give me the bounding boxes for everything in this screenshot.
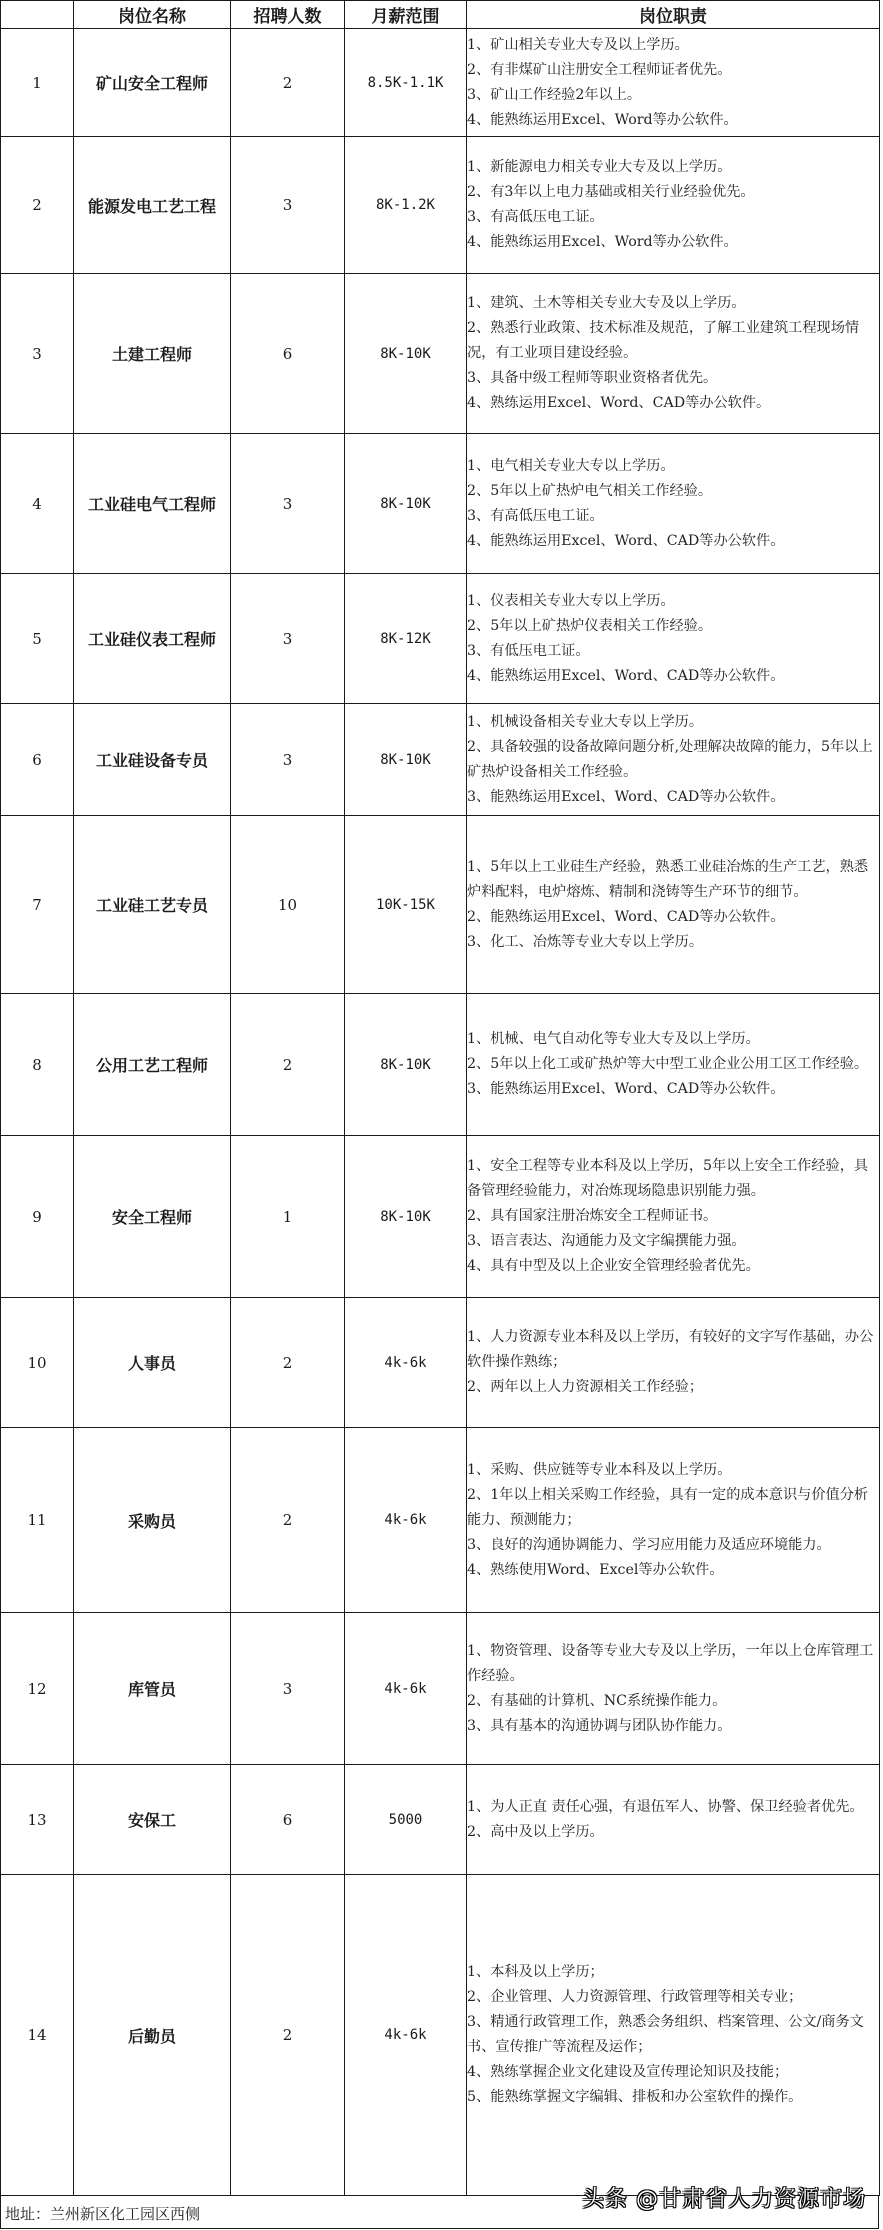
duty-item: 2、能熟练运用Excel、Word、CAD等办公软件。 [467,908,785,925]
headcount: 3 [231,704,345,816]
table-row [1,1136,880,1298]
duty-item: 4、能熟练运用Excel、Word、CAD等办公软件。 [467,667,785,684]
column-header-index [1,1,74,29]
position-name: 库管员 [74,1613,231,1765]
position-name: 能源发电工艺工程 [74,137,231,274]
table-row [1,1765,880,1875]
row-index: 6 [1,704,74,816]
table-row [1,816,880,994]
duties-cell [467,1298,880,1428]
column-header-duties: 岗位职责 [467,1,880,29]
position-name: 土建工程师 [74,274,231,434]
row-index: 1 [1,29,74,137]
row-index: 5 [1,574,74,704]
duty-item: 2、5年以上化工或矿热炉等大中型工业企业公用工区工作经验。 [467,1056,869,1072]
row-index: 10 [1,1298,74,1428]
table-row [1,434,880,574]
salary-range: 10K-15K [345,816,467,994]
duty-item: 1、本科及以上学历； [467,1964,604,1980]
duty-item: 3、有高低压电工证。 [467,507,604,524]
duties-cell [467,434,880,574]
table-body [1,29,880,2196]
row-index: 3 [1,274,74,434]
salary-range: 4k-6k [345,1298,467,1428]
duty-item: 2、有3年以上电力基础或相关行业经验优先。 [467,184,755,200]
duty-item: 1、矿山相关专业大专及以上学历。 [467,36,689,53]
duty-item: 2、5年以上矿热炉电气相关工作经验。 [467,482,713,499]
table-row [1,574,880,704]
duty-item: 1、安全工程等专业本科及以上学历，5年以上安全工作经验，具备管理经验能力，对冶炼现场隐患识别能力强。 [467,1158,869,1199]
duty-item: 3、良好的沟通协调能力、学习应用能力及适应环境能力。 [467,1536,831,1553]
headcount: 2 [231,1875,345,2196]
position-name: 公用工艺工程师 [74,994,231,1136]
duties-cell [467,137,880,274]
position-name: 安全工程师 [74,1136,231,1298]
duty-item: 3、能熟练运用Excel、Word、CAD等办公软件。 [467,788,785,805]
duty-item: 2、熟悉行业政策、技术标准及规范，了解工业建筑工程现场情况，有工业项目建设经验。 [467,320,860,361]
duties-cell [467,1875,880,2196]
headcount: 3 [231,1613,345,1765]
duties-cell [467,994,880,1136]
duty-item: 4、熟练使用Word、Excel等办公软件。 [467,1561,724,1578]
table-row [1,994,880,1136]
table-row [1,1298,880,1428]
duty-item: 1、电气相关专业大专以上学历。 [467,457,675,474]
salary-range: 4k-6k [345,1428,467,1613]
table-row [1,274,880,434]
duty-item: 3、化工、冶炼等专业大专以上学历。 [467,933,704,950]
position-name: 人事员 [74,1298,231,1428]
headcount: 6 [231,274,345,434]
position-name: 矿山安全工程师 [74,29,231,137]
salary-range: 8K-10K [345,1136,467,1298]
duty-item: 3、有高低压电工证。 [467,209,604,225]
column-header-position-name: 岗位名称 [74,1,231,29]
duty-item: 1、为人正直 责任心强，有退伍军人、协警、保卫经验者优先。 [467,1798,864,1815]
row-index: 7 [1,816,74,994]
duty-item: 2、有基础的计算机、NC系统操作能力。 [467,1692,727,1709]
row-index: 8 [1,994,74,1136]
duty-item: 2、具有国家注册冶炼安全工程师证书。 [467,1208,718,1224]
duty-item: 3、精通行政管理工作，熟悉会务组织、档案管理、公文/商务文书、宣传推广等流程及运作； [467,2014,864,2055]
headcount: 2 [231,29,345,137]
salary-range: 4k-6k [345,1875,467,2196]
position-name: 安保工 [74,1765,231,1875]
table-row [1,704,880,816]
duty-item: 2、5年以上矿热炉仪表相关工作经验。 [467,617,713,634]
duty-item: 1、机械设备相关专业大专以上学历。 [467,713,704,730]
salary-range: 8K-10K [345,704,467,816]
headcount: 3 [231,137,345,274]
duty-item: 2、1年以上相关采购工作经验，具有一定的成本意识与价值分析能力、预测能力； [467,1486,869,1528]
duty-item: 3、矿山工作经验2年以上。 [467,86,642,103]
duties-cell [467,29,880,137]
headcount: 2 [231,994,345,1136]
duty-item: 4、熟练运用Excel、Word、CAD等办公软件。 [467,395,771,411]
duty-item: 2、有非煤矿山注册安全工程师证者优先。 [467,61,732,78]
duty-item: 4、能熟练运用Excel、Word、CAD等办公软件。 [467,532,785,549]
duties-cell [467,1765,880,1875]
salary-range: 8.5K-1.1K [345,29,467,137]
duty-item: 1、人力资源专业本科及以上学历，有较好的文字写作基础，办公软件操作熟练； [467,1329,874,1370]
table-row [1,137,880,274]
duty-item: 1、新能源电力相关专业大专及以上学历。 [467,159,732,175]
table-row [1,1428,880,1613]
salary-range: 8K-10K [345,434,467,574]
position-name: 后勤员 [74,1875,231,2196]
table-row [1,1613,880,1765]
duty-item: 4、能熟练运用Excel、Word等办公软件。 [467,234,738,250]
column-header-salary-range: 月薪范围 [345,1,467,29]
watermark-text: 头条 @甘肃省人力资源市场 [582,2187,866,2212]
duties-cell [467,704,880,816]
headcount: 3 [231,434,345,574]
position-name: 工业硅工艺专员 [74,816,231,994]
column-header-headcount: 招聘人数 [231,1,345,29]
duty-item: 2、企业管理、人力资源管理、行政管理等相关专业； [467,1989,803,2005]
duty-item: 3、具有基本的沟通协调与团队协作能力。 [467,1717,732,1734]
duty-item: 5、能熟练掌握文字编辑、排板和办公室软件的操作。 [467,2089,803,2105]
salary-range: 8K-1.2K [345,137,467,274]
duty-item: 1、采购、供应链等专业本科及以上学历。 [467,1461,732,1478]
headcount: 1 [231,1136,345,1298]
duty-item: 1、物资管理、设备等专业大专及以上学历，一年以上仓库管理工作经验。 [467,1642,874,1684]
duty-item: 3、能熟练运用Excel、Word、CAD等办公软件。 [467,1081,785,1097]
headcount: 2 [231,1428,345,1613]
row-index: 4 [1,434,74,574]
position-name: 工业硅仪表工程师 [74,574,231,704]
duty-item: 4、能熟练运用Excel、Word等办公软件。 [467,111,738,128]
duty-item: 1、机械、电气自动化等专业大专及以上学历。 [467,1031,760,1047]
row-index: 9 [1,1136,74,1298]
duties-cell [467,1136,880,1298]
duties-cell [467,274,880,434]
position-name: 采购员 [74,1428,231,1613]
headcount: 2 [231,1298,345,1428]
duty-item: 1、5年以上工业硅生产经验，熟悉工业硅冶炼的生产工艺，熟悉炉料配料，电炉熔炼、精制和浇铸等生产环节的细节。 [467,858,869,900]
duty-item: 4、熟练掌握企业文化建设及宣传理论知识及技能； [467,2064,789,2080]
row-index: 13 [1,1765,74,1875]
position-name: 工业硅电气工程师 [74,434,231,574]
row-index: 14 [1,1875,74,2196]
duties-cell [467,574,880,704]
headcount: 6 [231,1765,345,1875]
salary-range: 8K-10K [345,274,467,434]
duty-item: 1、建筑、土木等相关专业大专及以上学历。 [467,295,746,311]
duty-item: 3、语言表达、沟通能力及文字编撰能力强。 [467,1233,746,1249]
duty-item: 4、具有中型及以上企业安全管理经验者优先。 [467,1258,760,1274]
duty-item: 3、有低压电工证。 [467,642,590,659]
row-index: 11 [1,1428,74,1613]
table-row [1,29,880,137]
duties-cell [467,1428,880,1613]
duty-item: 2、两年以上人力资源相关工作经验； [467,1379,704,1395]
duties-cell [467,1613,880,1765]
salary-range: 4k-6k [345,1613,467,1765]
footer-row [0,2187,879,2229]
duty-item: 2、高中及以上学历。 [467,1823,604,1840]
salary-range: 5000 [345,1765,467,1875]
duties-cell [467,816,880,994]
duty-item: 2、具备较强的设备故障问题分析,处理解决故障的能力，5年以上矿热炉设备相关工作经验。 [467,738,873,780]
headcount: 10 [231,816,345,994]
position-name: 工业硅设备专员 [74,704,231,816]
table-header-row [1,1,880,29]
duty-item: 1、仪表相关专业大专以上学历。 [467,592,675,609]
salary-range: 8K-12K [345,574,467,704]
address-text: 地址：兰州新区化工园区西侧 [5,2205,201,2223]
duty-item: 3、具备中级工程师等职业资格者优先。 [467,370,718,386]
salary-range: 8K-10K [345,994,467,1136]
headcount: 3 [231,574,345,704]
row-index: 2 [1,137,74,274]
table-row [1,1875,880,2196]
row-index: 12 [1,1613,74,1765]
